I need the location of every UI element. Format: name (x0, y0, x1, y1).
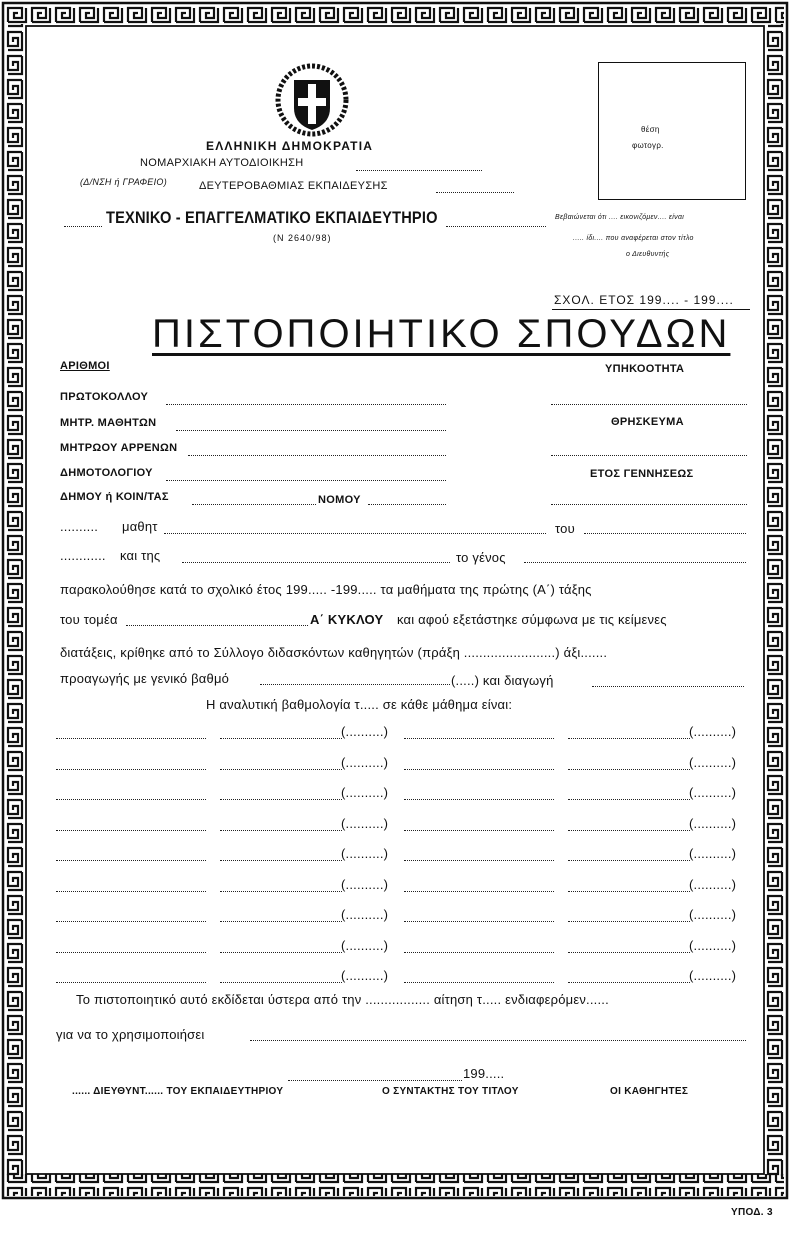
grade-text-field-right[interactable] (568, 891, 690, 892)
examined-text: και αφού εξετάστηκε σύμφωνα με τις κείμενες (397, 612, 667, 627)
birth-year-field[interactable] (551, 504, 747, 505)
grade-text-field-left[interactable] (220, 830, 342, 831)
grade-number-right: (..........) (689, 968, 737, 983)
school-year-label: ΣΧΟΛ. ΕΤΟΣ 199.... - 199.... (554, 293, 734, 307)
date-place-field[interactable] (288, 1080, 462, 1081)
prefecture-field-label: ΝΟΜΟΥ (318, 494, 361, 506)
grade-number-right: (..........) (689, 785, 737, 800)
grade-number-left: (..........) (341, 907, 389, 922)
religion-field[interactable] (551, 455, 747, 456)
grade-number-left: (..........) (341, 876, 389, 892)
page-title: ΠΙΣΤΟΠΟΙΗΤΙΚΟ ΣΠΟΥΔΩΝ (152, 312, 731, 356)
protocol-field[interactable] (166, 404, 446, 405)
director-signature-label: ...... ΔΙΕΥΘΥΝΤ...... ΤΟΥ ΕΚΠΑΙΔΕΥΤΗΡΙΟΥ (72, 1086, 284, 1097)
conduct-field[interactable] (592, 686, 744, 687)
grade-number-left: (..........) (341, 815, 389, 831)
mother-label: και της (120, 548, 161, 563)
student-label: μαθητ (122, 519, 158, 534)
judged-line: διατάξεις, κρίθηκε από το Σύλλογο διδασκόντων καθηγητών (πράξη ........................) άξι....... (60, 645, 608, 660)
subject-name-field-right[interactable] (404, 891, 554, 892)
school-year-underline (552, 309, 750, 310)
photo-label-photo: φωτογρ. (632, 141, 664, 150)
photo-certification-line-3: ο Διευθυντής (626, 251, 670, 258)
purpose-field[interactable] (250, 1040, 746, 1041)
birth-year-label: ΕΤΟΣ ΓΕΝΝΗΣΕΩΣ (590, 468, 694, 480)
cycle-label: Α΄ ΚΥΚΛΟΥ (310, 612, 384, 627)
subject-name-field-left[interactable] (56, 799, 206, 800)
grade-label: προαγωγής με γενικό βαθμό (60, 671, 230, 686)
maiden-name-field[interactable] (524, 562, 746, 563)
sector-label: του τομέα (60, 612, 118, 627)
grade-text-field-right[interactable] (568, 738, 690, 739)
subject-name-field-left[interactable] (56, 738, 206, 739)
photo-certification-line-1: Βεβαιώνεται ότι .... εικονιζόμεν.... είναι (555, 214, 685, 221)
grade-number-left: (..........) (341, 846, 389, 861)
grade-text-field-left[interactable] (220, 769, 342, 770)
numbers-heading: ΑΡΙΘΜΟΙ (60, 360, 110, 372)
form-code: ΥΠΟΔ. 3 (731, 1207, 773, 1218)
prefecture-label: ΝΟΜΑΡΧΙΑΚΗ ΑΥΤΟΔΙΟΙΚΗΣΗ (140, 157, 304, 169)
subject-name-field-right[interactable] (404, 769, 554, 770)
grade-text-field-left[interactable] (220, 982, 342, 983)
sector-field[interactable] (126, 625, 308, 626)
subject-name-field-right[interactable] (404, 830, 554, 831)
secondary-dotted-line (436, 192, 514, 193)
prefecture-dotted-line (356, 170, 482, 171)
grade-number-right: (..........) (689, 754, 737, 770)
grade-number-right: (..........) (689, 846, 737, 861)
grade-number-right: (..........) (689, 876, 737, 892)
municipality-label: ΔΗΜΟΥ ή ΚΟΙΝ/ΤΑΣ (60, 491, 169, 503)
subject-name-field-left[interactable] (56, 891, 206, 892)
religion-label: ΘΡΗΣΚΕΥΜΑ (611, 416, 684, 428)
subject-name-field-left[interactable] (56, 921, 206, 922)
subject-name-field-left[interactable] (56, 952, 206, 953)
photo-placeholder-box (598, 62, 746, 200)
grades-intro: Η αναλυτική βαθμολογία τ..... σε κάθε μάθημα είναι: (206, 697, 513, 712)
mother-name-field[interactable] (182, 562, 450, 563)
protocol-label: ΠΡΩΤΟΚΟΛΛΟΥ (60, 391, 149, 403)
directorate-note: (Δ/ΝΣΗ ή ΓΡΑΦΕΙΟ) (80, 177, 168, 187)
photo-label-position: θέση (641, 125, 660, 134)
student-registry-field[interactable] (176, 430, 446, 431)
grade-number-right: (..........) (689, 724, 737, 739)
prefecture-field[interactable] (368, 504, 446, 505)
grade-number-left: (..........) (341, 968, 389, 983)
photo-certification-line-2: ..... ίδι.... που αναφέρεται στον τίτλο (573, 235, 694, 242)
subject-name-field-right[interactable] (404, 799, 554, 800)
school-name-dotted-right (446, 226, 546, 227)
greek-emblem-icon (272, 62, 352, 138)
student-name-field[interactable] (164, 533, 546, 534)
secondary-education-label: ΔΕΥΤΕΡΟΒΑΘΜΙΑΣ ΕΚΠΑΙΔΕΥΣΗΣ (199, 180, 388, 192)
subject-name-field-right[interactable] (404, 982, 554, 983)
conduct-label: (.....) και διαγωγή (451, 673, 554, 688)
attended-year-line: παρακολούθησε κατά το σχολικό έτος 199..... -199..... τα μαθήματα της πρώτης (Α΄) τάξης (60, 582, 592, 597)
grade-text-field-left[interactable] (220, 952, 342, 953)
date-year-label: 199..... (463, 1066, 505, 1081)
purpose-label: για να το χρησιμοποιήσει (56, 1027, 205, 1042)
municipality-field[interactable] (192, 504, 316, 505)
grade-text-field-right[interactable] (568, 799, 690, 800)
father-name-field[interactable] (584, 533, 746, 534)
grade-text-field-right[interactable] (568, 860, 690, 861)
subject-name-field-right[interactable] (404, 738, 554, 739)
grade-number-left: (..........) (341, 785, 389, 800)
subject-name-field-left[interactable] (56, 860, 206, 861)
grade-text-field-right[interactable] (568, 830, 690, 831)
grade-number-left: (..........) (341, 754, 389, 770)
issued-text: Το πιστοποιητικό αυτό εκδίδεται ύστερα από την ................. αίτηση τ..... ενδιαφερόμεν...... (76, 992, 609, 1007)
subject-name-field-left[interactable] (56, 830, 206, 831)
municipal-registry-label: ΔΗΜΟΤΟΛΟΓΙΟΥ (60, 467, 153, 479)
citizenship-label: ΥΠΗΚΟΟΤΗΤΑ (605, 363, 685, 375)
grade-text-field-right[interactable] (568, 952, 690, 953)
grade-text-field-left[interactable] (220, 860, 342, 861)
grade-text-field-right[interactable] (568, 769, 690, 770)
mother-prefix: ............ (60, 548, 106, 563)
municipal-registry-field[interactable] (166, 480, 446, 481)
grade-text-field-right[interactable] (568, 921, 690, 922)
law-reference: (Ν 2640/98) (273, 233, 332, 243)
school-type-heading: ΤΕΧΝΙΚΟ - ΕΠΑΓΓΕΛΜΑΤΙΚΟ ΕΚΠΑΙΔΕΥΤΗΡΙΟ (106, 208, 438, 227)
subject-name-field-left[interactable] (56, 769, 206, 770)
teachers-signature-label: ΟΙ ΚΑΘΗΓΗΤΕΣ (610, 1086, 689, 1097)
maiden-name-label: το γένος (456, 550, 506, 565)
republic-label: ΕΛΛΗΝΙΚΗ ΔΗΜΟΚΡΑΤΙΑ (206, 139, 374, 153)
grade-number-right: (..........) (689, 937, 737, 953)
grade-text-field-left[interactable] (220, 799, 342, 800)
grade-text-field-right[interactable] (568, 982, 690, 983)
compiler-signature-label: Ο ΣΥΝΤΑΚΤΗΣ ΤΟΥ ΤΙΤΛΟΥ (382, 1086, 519, 1097)
subject-name-field-right[interactable] (404, 921, 554, 922)
grade-text-field-left[interactable] (220, 738, 342, 739)
male-registry-label: ΜΗΤΡΩΟΥ ΑΡΡΕΝΩΝ (60, 442, 178, 454)
citizenship-field[interactable] (551, 404, 747, 405)
subject-name-field-left[interactable] (56, 982, 206, 983)
male-registry-field[interactable] (188, 455, 446, 456)
subject-name-field-right[interactable] (404, 952, 554, 953)
grade-number-left: (..........) (341, 937, 389, 953)
grade-text-field-left[interactable] (220, 891, 342, 892)
student-prefix: .......... (60, 519, 99, 534)
father-label: του (555, 521, 575, 536)
grade-number-right: (..........) (689, 815, 737, 831)
school-name-dotted-left (64, 226, 102, 227)
grade-number-right: (..........) (689, 907, 737, 922)
general-grade-field[interactable] (260, 684, 450, 685)
grade-number-left: (..........) (341, 724, 389, 739)
grade-text-field-left[interactable] (220, 921, 342, 922)
student-registry-label: ΜΗΤΡ. ΜΑΘΗΤΩΝ (60, 417, 157, 429)
subject-name-field-right[interactable] (404, 860, 554, 861)
